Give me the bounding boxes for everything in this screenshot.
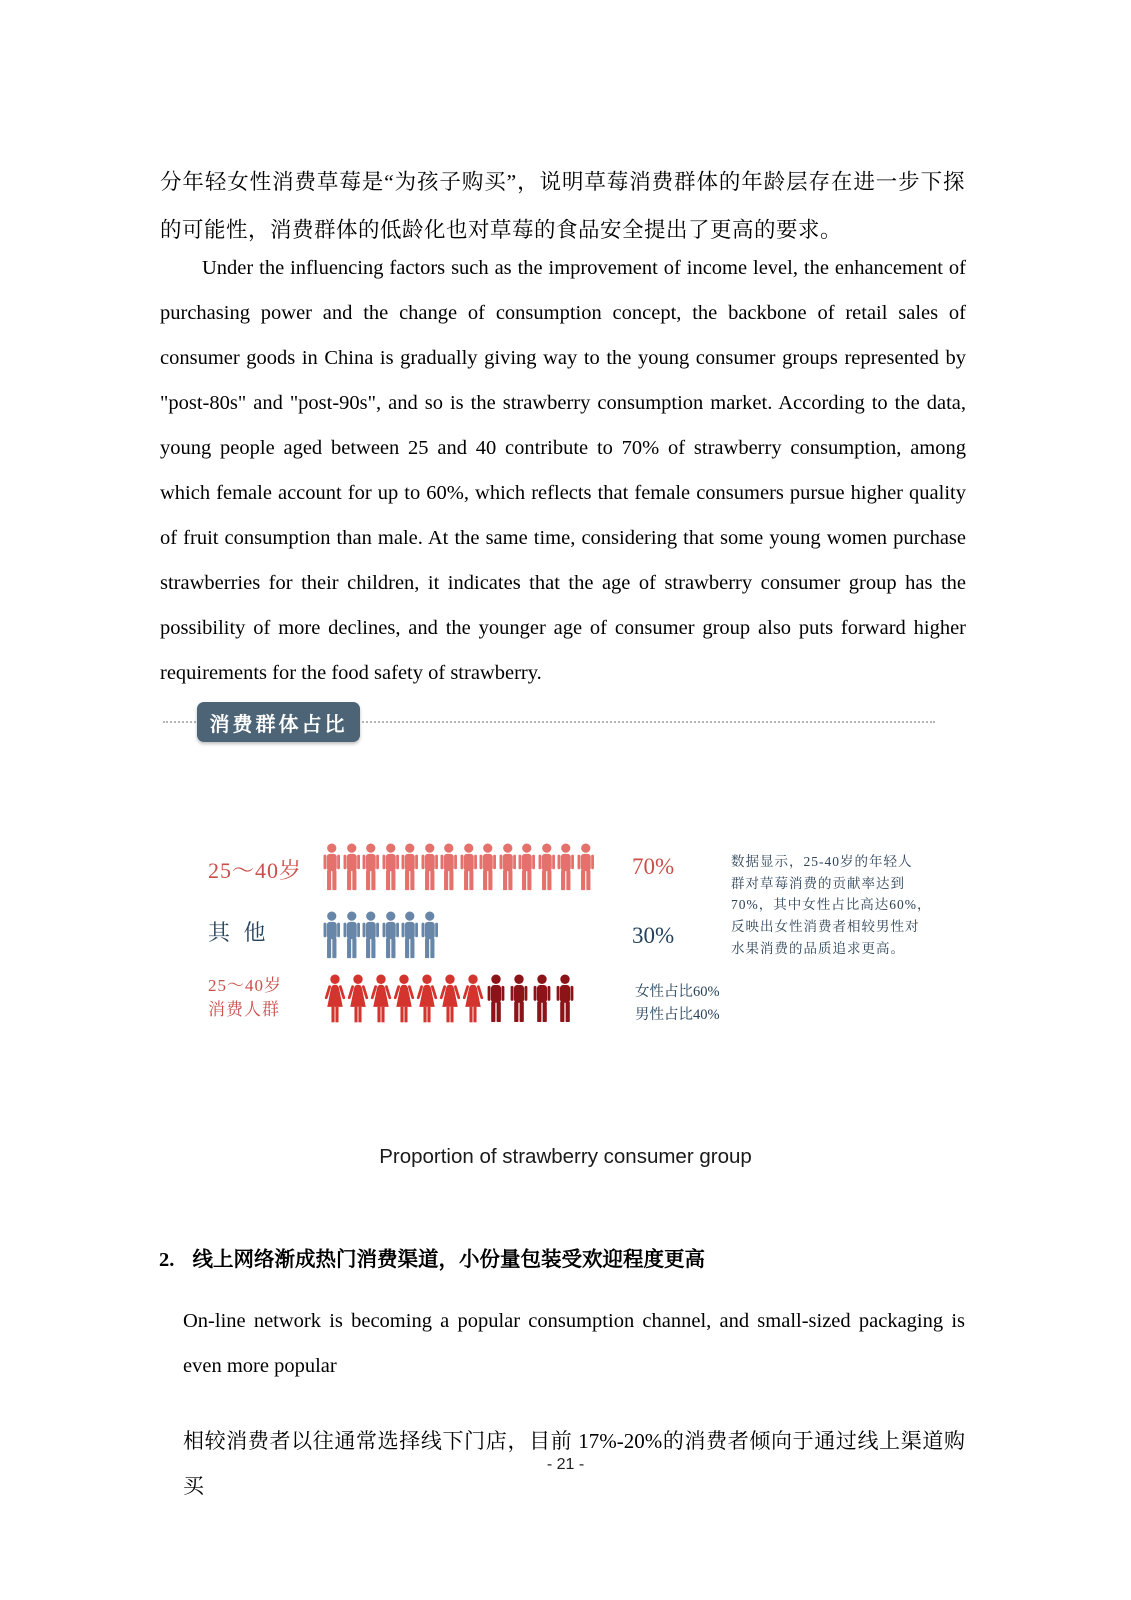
figure-title-banner <box>197 702 360 742</box>
male-person-icon <box>439 842 459 896</box>
row-icons-gender <box>322 974 578 1027</box>
paragraph-en-main: Under the influencing factors such as the improvement of income level, the enhancement of purchasing power and the change of consumption concept, the backbone of retail sales of consumer goods in China is gradually giving way to the young consumer groups represented by "post-80s" and "post-90s", and so is the strawberry consumption market. According to the data, young people aged between 25 and 40 contribute to 70% of strawberry consumption, among which female account for up to 60%, which reflects that female consumers pursue higher quality of fruit consumption than male. At the same time, considering that some young women purchase strawberries for their children, it indicates that the age of strawberry consumer group has the possibility of more declines, and the younger age of consumer group also puts forward higher requirements for the food safety of strawberry. <box>160 256 966 684</box>
male-person-icon <box>342 910 362 964</box>
male-person-icon <box>420 842 440 896</box>
male-person-icon <box>322 842 342 896</box>
row-label-gender <box>208 974 282 1022</box>
section-2-heading <box>159 1242 965 1272</box>
pictogram-row-25-40 <box>0 838 1131 896</box>
male-person-icon <box>576 842 596 896</box>
side-note-line-3: 70%，其中女性占比高达60%， <box>731 897 932 913</box>
male-person-icon <box>342 842 362 896</box>
row-value-others: 30% <box>632 923 675 948</box>
pictogram-row-gender <box>0 972 1131 1027</box>
side-note-line-2: 群对草莓消费的贡献率达到 <box>731 875 905 891</box>
side-note-line-5: 水果消费的品质追求更高。 <box>731 940 905 956</box>
figure-side-note <box>731 851 932 960</box>
pictogram-row-others <box>0 908 1131 964</box>
paragraph-en-sec2: On-line network is becoming a popular consumption channel, and small-sized packaging is even more popular <box>183 1309 965 1377</box>
male-person-icon <box>361 842 381 896</box>
male-person-icon <box>400 842 420 896</box>
male-person-icon <box>361 910 381 964</box>
row-label-gender-line1: 25～40岁 <box>208 976 282 995</box>
male-person-icon <box>478 842 498 896</box>
figure-title-text: 消费群体占比 <box>209 713 348 736</box>
section-2-number: 2. <box>159 1249 175 1271</box>
row-label-gender-line2: 消费人群 <box>208 1000 280 1019</box>
male-person-icon <box>381 842 401 896</box>
side-note-line-1: 数据显示，25-40岁的年轻人 <box>731 854 913 869</box>
gender-annotation-male: 男性占比40% <box>635 1007 720 1023</box>
male-person-icon <box>556 842 576 896</box>
gender-annotation <box>635 981 720 1027</box>
male-person-icon <box>381 910 401 964</box>
row-label-25-40: 25～40岁 <box>208 858 303 883</box>
male-person-icon <box>459 842 479 896</box>
male-person-icon <box>552 974 578 1027</box>
male-person-icon <box>322 910 342 964</box>
row-value-25-40: 70% <box>632 854 675 879</box>
row-icons-others <box>322 910 439 964</box>
gender-annotation-female: 女性占比60% <box>635 984 720 1000</box>
row-label-others: 其 他 <box>208 920 270 945</box>
page-number: - 21 - <box>546 1456 585 1473</box>
male-person-icon <box>498 842 518 896</box>
figure-caption: Proportion of strawberry consumer group <box>379 1144 752 1168</box>
male-person-icon <box>400 910 420 964</box>
male-person-icon <box>420 910 440 964</box>
section-2-title: 线上网络渐成热门消费渠道，小份量包装受欢迎程度更高 <box>192 1249 705 1271</box>
paragraph-zh-sec2: 相较消费者以往通常选择线下门店，目前 17%-20%的消费者倾向于通过线上渠道购买 <box>183 1429 965 1498</box>
paragraph-zh-intro: 分年轻女性消费草莓是“为孩子购买”，说明草莓消费群体的年龄层存在进一步下探的可能性，消费群体的低龄化也对草莓的食品安全提出了更高的要求。 <box>160 169 965 242</box>
row-icons-25-40 <box>322 842 595 896</box>
male-person-icon <box>537 842 557 896</box>
male-person-icon <box>517 842 537 896</box>
side-note-line-4: 反映出女性消费者相较男性对 <box>731 919 920 935</box>
